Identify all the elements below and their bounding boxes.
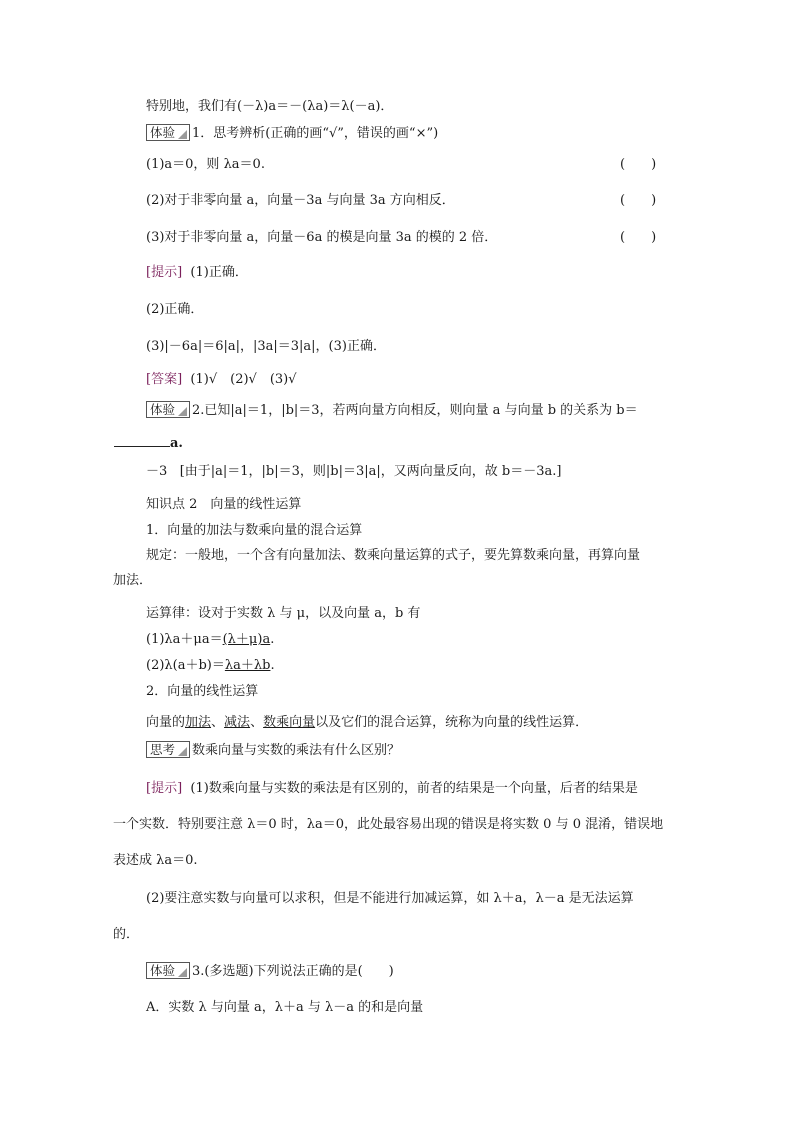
exercise-1-header bbox=[146, 124, 438, 143]
exercise-1-item-3: (3)对于非零向量 a，向量－6a 的模是向量 3a 的模的 2 倍． bbox=[146, 230, 498, 245]
law-1-lhs: (1)λa＋μa＝ bbox=[146, 632, 223, 647]
definition-word-1: 加法 bbox=[185, 715, 212, 730]
think-hint-p1a: (1)数乘向量与实数的乘法是有区别的，前者的结果是一个向量，后者的结果是 bbox=[190, 781, 638, 796]
option-a: A．实数 λ 与向量 a，λ＋a 与 λ－a 的和是向量 bbox=[146, 1000, 424, 1015]
section-2-title: 2．向量的线性运算 bbox=[146, 684, 259, 699]
hint-text-1: (1)正确． bbox=[190, 265, 248, 280]
think-hint-line-1 bbox=[146, 780, 638, 798]
law-intro: 运算律：设对于实数 λ 与 μ，以及向量 a，b 有 bbox=[146, 606, 421, 621]
knowledge-point-title: 知识点 2 向量的线性运算 bbox=[146, 497, 302, 512]
exercise-2-line bbox=[146, 401, 638, 420]
think-hint-p1c: 表述成 λa＝0. bbox=[113, 853, 198, 868]
rule-line-1: 规定：一般地，一个含有向量加法、数乘向量运算的式子，要先算数乘向量，再算向量 bbox=[146, 548, 641, 563]
exercise-tag: 体验 bbox=[146, 124, 190, 141]
exercise-3-text: 3.(多选题)下列说法正确的是( ) bbox=[192, 964, 394, 979]
exercise-2-tail: a. bbox=[170, 436, 183, 451]
law-2-rhs: λa＋λb bbox=[224, 658, 271, 673]
section-1-title: 1．向量的加法与数乘向量的混合运算 bbox=[146, 523, 363, 538]
answer-paren-2: ( ) bbox=[620, 193, 657, 208]
think-hint-p2b: 的． bbox=[113, 927, 140, 942]
exercise-2-solution bbox=[146, 463, 561, 481]
answer-line bbox=[146, 371, 297, 389]
law-2-lhs: (2)λ(a＋b)＝ bbox=[146, 658, 225, 673]
exercise-tag: 体验 bbox=[146, 962, 190, 979]
exercise-2-text: 2.已知|a|＝1，|b|＝3，若两向量方向相反，则向量 a 与向量 b 的关系为 b＝ bbox=[192, 403, 638, 418]
exercise-1-item-2: (2)对于非零向量 a，向量－3a 与向量 3a 方向相反． bbox=[146, 193, 455, 208]
hint-text-2: (2)正确． bbox=[146, 302, 204, 317]
answer-label: [答案] bbox=[146, 372, 183, 387]
hint-text-3: (3)|－6a|＝6|a|，|3a|＝3|a|，(3)正确． bbox=[146, 339, 386, 354]
think-hint-p2a: (2)要注意实数与向量可以求积，但是不能进行加减运算，如 λ＋a，λ－a 是无法运算 bbox=[146, 891, 634, 906]
exercise-2-solution-text: [由于|a|＝1，|b|＝3，则|b|＝3|a|，又两向量反向，故 b＝－3a.] bbox=[179, 464, 562, 479]
hint-label: [提示] bbox=[146, 781, 183, 796]
exercise-2-answer: －3 bbox=[146, 464, 168, 479]
rule-line-2: 加法． bbox=[113, 573, 153, 588]
exercise-3-line bbox=[146, 962, 394, 981]
intro-line: 特别地，我们有(－λ)a＝－(λa)＝λ(－a)． bbox=[146, 99, 394, 114]
definition-prefix: 向量的 bbox=[146, 715, 186, 730]
definition-word-2: 减法 bbox=[224, 715, 251, 730]
exercise-1-item-1: (1)a＝0，则 λa＝0. bbox=[146, 157, 265, 172]
think-question: 数乘向量与实数的乘法有什么区别？ bbox=[192, 743, 401, 758]
fill-blank bbox=[114, 434, 170, 447]
definition-word-3: 数乘向量 bbox=[263, 715, 316, 730]
think-tag: 思考 bbox=[146, 741, 190, 758]
exercise-2-blank-line bbox=[114, 434, 183, 453]
think-hint-p1b: 一个实数．特别要注意 λ＝0 时，λa＝0，此处最容易出现的错误是将实数 0 与 0 混淆，错误地 bbox=[113, 817, 664, 832]
law-1-rhs: (λ＋μ)a bbox=[222, 632, 271, 647]
law-2: (2)λ(a＋b)＝λa＋λb. bbox=[146, 658, 275, 673]
think-line bbox=[146, 741, 400, 760]
hint-line-1 bbox=[146, 264, 248, 282]
answer-paren-3: ( ) bbox=[620, 230, 657, 245]
hint-label: [提示] bbox=[146, 265, 183, 280]
definition-suffix: 以及它们的混合运算，统称为向量的线性运算． bbox=[315, 715, 589, 730]
answer-text: (1)√ (2)√ (3)√ bbox=[190, 372, 297, 387]
definition-line: 向量的加法、减法、数乘向量以及它们的混合运算，统称为向量的线性运算． bbox=[146, 715, 589, 730]
law-1: (1)λa＋μa＝(λ＋μ)a. bbox=[146, 632, 275, 647]
exercise-1-title: 1．思考辨析(正确的画“√”，错误的画“×”) bbox=[192, 126, 439, 141]
answer-paren-1: ( ) bbox=[620, 157, 657, 172]
exercise-tag: 体验 bbox=[146, 401, 190, 418]
